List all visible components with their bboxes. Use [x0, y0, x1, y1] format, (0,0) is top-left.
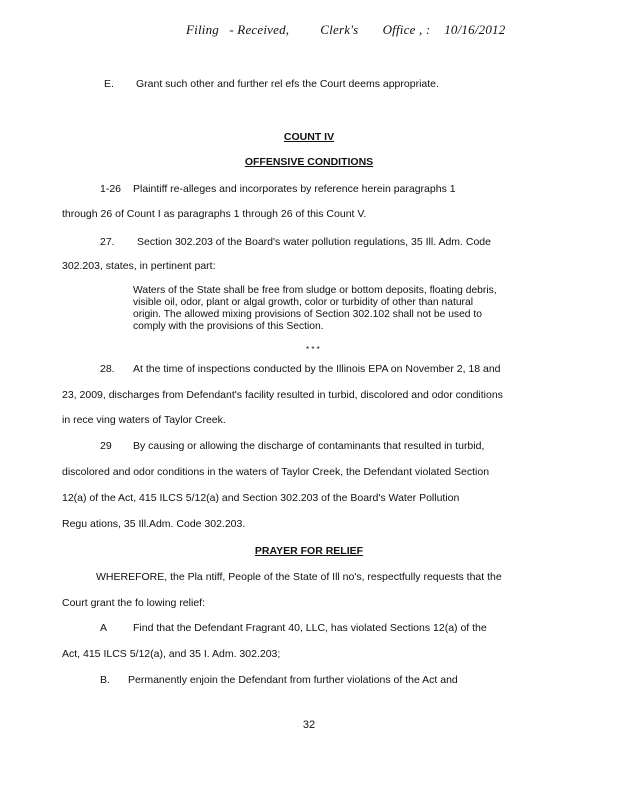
para-27-line1: Section 302.203 of the Board's water pollution regulations, 35 Ill. Adm. Code: [137, 236, 491, 248]
filing-stamp: Filing - Received, Clerk's Office , : 10/16/2012: [186, 22, 506, 37]
prayer-item-a-line1: Find that the Defendant Fragrant 40, LLC, has violated Sections 12(a) of the: [133, 622, 487, 634]
para-1-26-line1: Plaintiff re-alleges and incorporates by reference herein paragraphs 1: [133, 183, 456, 195]
para-1-26-line2: through 26 of Count I as paragraphs 1 through 26 of this Count V.: [62, 208, 367, 220]
prayer-intro-line2: Court grant the fo lowing relief:: [62, 597, 205, 609]
prayer-intro-line1: WHEREFORE, the Pla ntiff, People of the State of Ill no's, respectfully requests that the: [96, 571, 502, 583]
quote-line: origin. The allowed mixing provisions of Section 302.102 shall not be used to: [133, 309, 482, 320]
item-e-label: E.: [104, 78, 114, 90]
prayer-item-b-label: B.: [100, 674, 110, 686]
regulation-quote: [133, 285, 528, 333]
para-29-line2: discolored and odor conditions in the waters of Taylor Creek, the Defendant violated Section: [62, 466, 490, 478]
quote-line: Waters of the State shall be free from sludge or bottom deposits, floating debris,: [133, 285, 497, 296]
prayer-item-a-label: A: [100, 622, 108, 634]
prayer-item-b-line1: Permanently enjoin the Defendant from further violations of the Act and: [128, 674, 458, 686]
ellipsis-marker: * * *: [306, 345, 320, 354]
para-29-line3: 12(a) of the Act, 415 ILCS 5/12(a) and Section 302.203 of the Board's Water Pollution: [62, 492, 460, 504]
para-29-line4: Regu ations, 35 Ill.Adm. Code 302.203.: [62, 518, 246, 530]
para-28-label: 28.: [100, 363, 115, 375]
para-28-line1: At the time of inspections conducted by the Illinois EPA on November 2, 18 and: [133, 363, 501, 375]
para-28-line2: 23, 2009, discharges from Defendant's facility resulted in turbid, discolored and odor conditions: [62, 389, 503, 401]
quote-line: visible oil, odor, plant or algal growth, color or turbidity of other than natural: [133, 297, 473, 308]
prayer-item-a-line2: Act, 415 ILCS 5/12(a), and 35 I. Adm. 302.203;: [62, 648, 281, 660]
para-29-line1: By causing or allowing the discharge of contaminants that resulted in turbid,: [133, 440, 485, 452]
quote-line: comply with the provisions of this Section.: [133, 321, 324, 332]
item-e-text: Grant such other and further rel efs the Court deems appropriate.: [136, 78, 439, 90]
prayer-title: PRAYER FOR RELIEF: [254, 545, 364, 557]
para-1-26-label: 1-26: [100, 183, 122, 195]
para-27-line2: 302.203, states, in pertinent part:: [62, 260, 216, 272]
para-27-label: 27.: [100, 236, 115, 248]
para-29-label: 29: [100, 440, 112, 452]
para-28-line3: in rece ving waters of Taylor Creek.: [62, 414, 226, 426]
page-number: 32: [302, 719, 316, 731]
count-title: COUNT IV: [283, 131, 335, 143]
count-subtitle: OFFENSIVE CONDITIONS: [244, 156, 374, 168]
